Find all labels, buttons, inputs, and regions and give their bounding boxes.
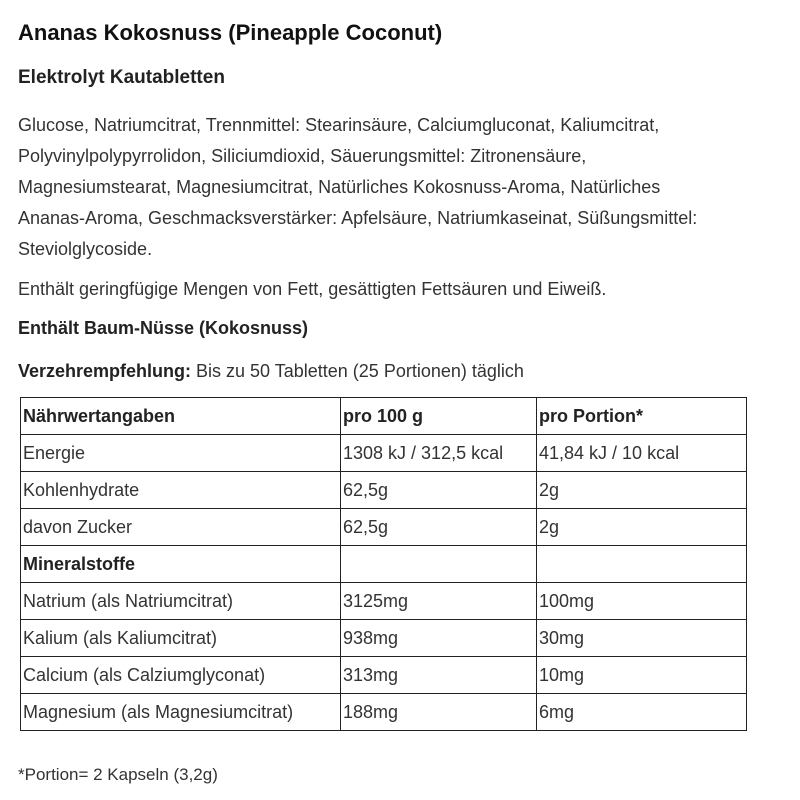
column-header: Nährwertangaben [21, 398, 341, 435]
fat-note: Enthält geringfügige Mengen von Fett, gesättigten Fettsäuren und Eiweiß. [18, 279, 607, 299]
table-row [21, 657, 747, 694]
table-cell: 188mg [341, 694, 537, 731]
allergen-note: Enthält Baum-Nüsse (Kokosnuss) [18, 318, 309, 338]
table-cell: 938mg [341, 620, 537, 657]
table-cell: Mineralstoffe [21, 546, 341, 583]
table-row [21, 509, 747, 546]
table-row [21, 620, 747, 657]
table-cell: 41,84 kJ / 10 kcal [537, 435, 747, 472]
table-section-row [21, 546, 747, 583]
product-title: Ananas Kokosnuss (Pineapple Coconut) [18, 20, 443, 45]
product-subtitle: Elektrolyt Kautabletten [18, 67, 225, 88]
ingredients-line: Glucose, Natriumcitrat, Trennmittel: Stearinsäure, Calciumgluconat, Kaliumcitrat, [18, 115, 660, 135]
ingredients-line: Steviolglycoside. [18, 239, 153, 259]
table-row [21, 472, 747, 509]
ingredients-line: Polyvinylpolypyrrolidon, Siliciumdioxid, Säuerungsmittel: Zitronensäure, [18, 146, 587, 166]
table-cell: Magnesium (als Magnesiumcitrat) [21, 694, 341, 731]
ingredients-line: Magnesiumstearat, Magnesiumcitrat, Natürliches Kokosnuss-Aroma, Natürliches [18, 177, 661, 197]
table-cell: 2g [537, 472, 747, 509]
table-cell: Energie [21, 435, 341, 472]
column-header: pro 100 g [341, 398, 537, 435]
table-row [21, 583, 747, 620]
portion-footnote: *Portion= 2 Kapseln (3,2g) [18, 765, 218, 784]
table-cell: 6mg [537, 694, 747, 731]
table-cell: Natrium (als Natriumcitrat) [21, 583, 341, 620]
ingredients-list [18, 110, 780, 265]
table-cell: 62,5g [341, 509, 537, 546]
recommendation-text: Bis zu 50 Tabletten (25 Portionen) täglich [191, 361, 524, 381]
recommendation-label: Verzehrempfehlung: [18, 361, 192, 381]
table-cell [537, 546, 747, 583]
table-cell [341, 546, 537, 583]
table-header-row [21, 398, 747, 435]
table-cell: 30mg [537, 620, 747, 657]
table-cell: Kohlenhydrate [21, 472, 341, 509]
ingredients-line: Ananas-Aroma, Geschmacksverstärker: Apfelsäure, Natriumkaseinat, Süßungsmittel: [18, 208, 698, 228]
table-cell: 100mg [537, 583, 747, 620]
table-row [21, 694, 747, 731]
table-row [21, 435, 747, 472]
table-cell: 313mg [341, 657, 537, 694]
nutrition-table [20, 397, 747, 731]
table-cell: 1308 kJ / 312,5 kcal [341, 435, 537, 472]
column-header: pro Portion* [537, 398, 747, 435]
table-cell: 2g [537, 509, 747, 546]
table-cell: davon Zucker [21, 509, 341, 546]
table-cell: 3125mg [341, 583, 537, 620]
table-cell: Calcium (als Calziumglyconat) [21, 657, 341, 694]
table-cell: 62,5g [341, 472, 537, 509]
table-cell: 10mg [537, 657, 747, 694]
intake-recommendation [18, 361, 524, 382]
table-cell: Kalium (als Kaliumcitrat) [21, 620, 341, 657]
